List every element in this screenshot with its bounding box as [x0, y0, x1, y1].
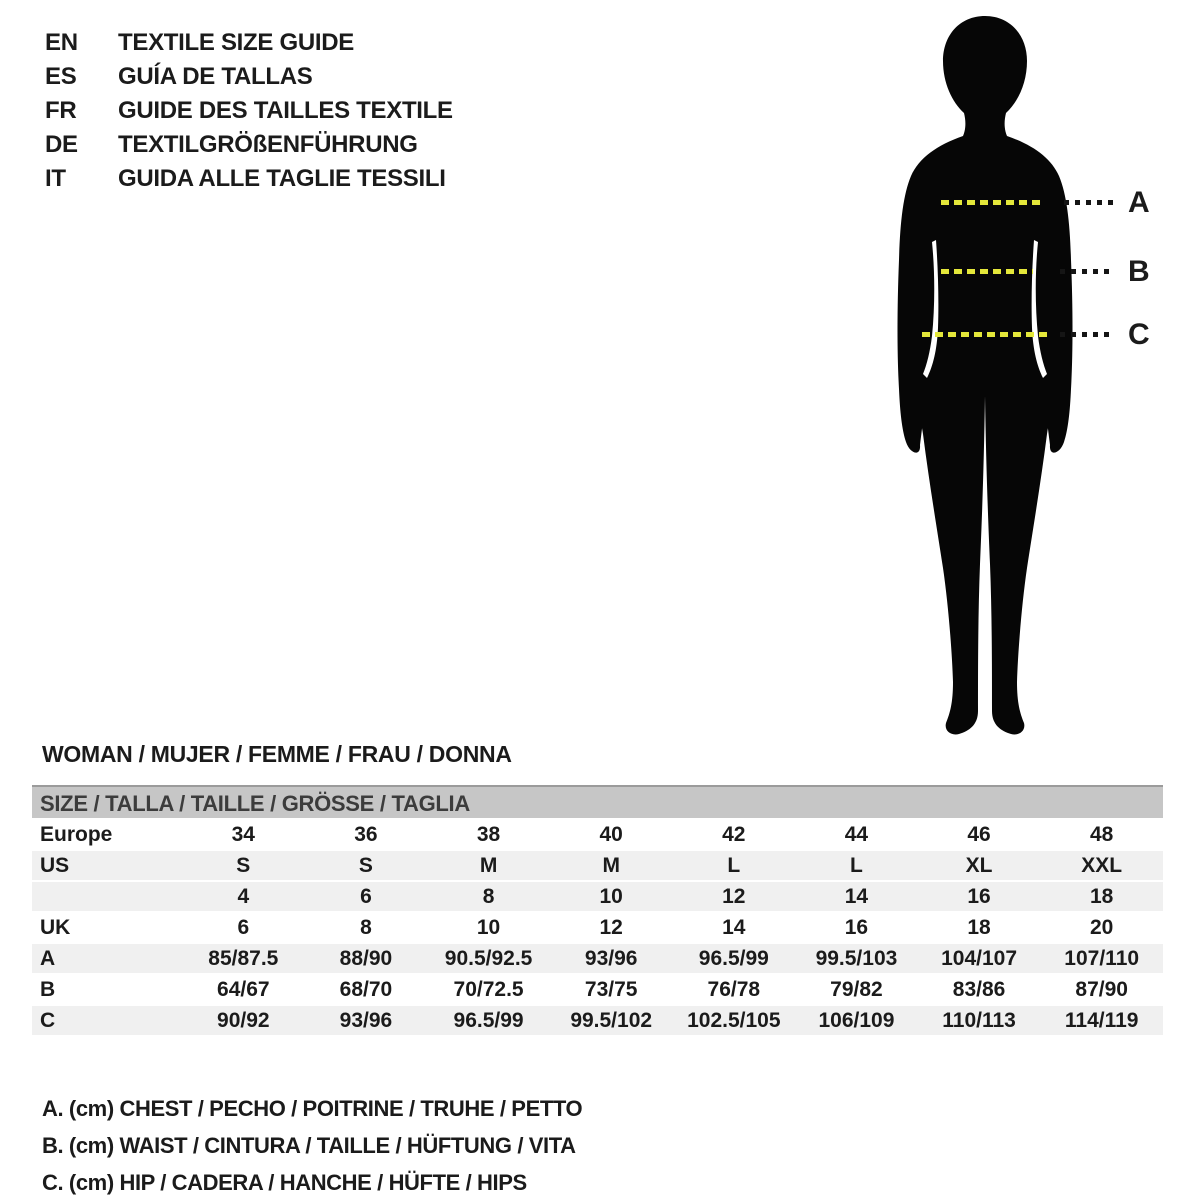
size-table: [32, 785, 1163, 1037]
table-cell: 14: [722, 916, 746, 939]
language-title: GUÍA DE TALLAS: [118, 63, 313, 90]
hip-measure-dash-line: [922, 332, 1048, 337]
section-title-woman: WOMAN / MUJER / FEMME / FRAU / DONNA: [42, 741, 512, 767]
table-row: [32, 882, 1163, 911]
table-cell: 18: [1090, 885, 1114, 908]
table-cell: XXL: [1081, 854, 1123, 877]
table-cell: 6: [360, 885, 372, 908]
table-cell: 79/82: [830, 978, 883, 1001]
measurement-legend: [42, 1090, 582, 1201]
table-cell: 46: [967, 823, 991, 846]
table-cell: L: [727, 854, 741, 877]
woman-silhouette-icon: [880, 12, 1120, 742]
table-cell: 34: [231, 823, 255, 846]
row-label: [32, 882, 182, 911]
language-code: IT: [45, 165, 66, 192]
table-row: [32, 913, 1163, 942]
woman-figure: [880, 12, 1120, 742]
table-cell: 14: [844, 885, 869, 908]
table-cell: 8: [482, 885, 495, 908]
table-cell: 6: [237, 916, 250, 939]
table-cell: 114/119: [1064, 1009, 1139, 1032]
table-cell: 93/96: [339, 1009, 393, 1032]
table-cell: M: [602, 854, 620, 877]
table-cell: 18: [967, 916, 991, 939]
row-label: US: [40, 854, 70, 877]
table-cell: 42: [722, 823, 746, 846]
table-cell: M: [479, 854, 498, 877]
row-label: Europe: [40, 823, 113, 846]
table-cell: 10: [476, 916, 501, 939]
table-row: [32, 975, 1163, 1004]
table-cell: 76/78: [707, 978, 761, 1001]
table-cell: 38: [476, 823, 501, 846]
table-cell: 64/67: [217, 978, 270, 1001]
legend-item: A. (cm) CHEST / PECHO / POITRINE / TRUHE / PETTO: [42, 1096, 583, 1121]
row-label: B: [40, 978, 56, 1001]
table-cell: 102.5/105: [687, 1009, 781, 1032]
language-title-row: [45, 60, 453, 94]
table-cell: 16: [967, 885, 991, 908]
table-cell: 70/72.5: [453, 978, 524, 1001]
language-title: GUIDA ALLE TAGLIE TESSILI: [118, 165, 446, 192]
table-cell: 36: [354, 823, 378, 846]
table-cell: 10: [599, 885, 623, 908]
table-cell: 99.5/103: [815, 947, 898, 970]
size-table-header: SIZE / TALLA / TAILLE / GRÖSSE / TAGLIA: [32, 785, 1163, 818]
table-row: [32, 820, 1163, 849]
table-cell: 8: [360, 916, 372, 939]
marker-label-a: A: [1128, 186, 1150, 219]
table-row: [32, 1006, 1163, 1035]
language-title: TEXTILE SIZE GUIDE: [118, 29, 354, 56]
row-label: A: [40, 947, 56, 970]
table-cell: 12: [599, 916, 623, 939]
language-code: EN: [45, 29, 78, 56]
table-cell: 90/92: [217, 1009, 270, 1032]
table-cell: 110/113: [942, 1009, 1016, 1032]
chest-leader-dot-line: [1064, 200, 1114, 205]
table-cell: 68/70: [339, 978, 393, 1001]
table-cell: 93/96: [584, 947, 638, 970]
table-cell: 83/86: [952, 978, 1006, 1001]
table-cell: 96.5/99: [698, 947, 769, 970]
table-cell: 87/90: [1075, 978, 1128, 1001]
language-code: ES: [45, 63, 77, 90]
language-title-row: [45, 162, 453, 196]
language-title-row: [45, 128, 453, 162]
table-cell: 16: [844, 916, 869, 939]
waist-measure-dash-line: [941, 269, 1033, 274]
marker-label-b: B: [1128, 255, 1150, 288]
table-cell: 99.5/102: [570, 1009, 653, 1032]
table-cell: 48: [1090, 823, 1114, 846]
language-code: DE: [45, 131, 78, 158]
table-cell: 96.5/99: [453, 1009, 524, 1032]
table-cell: 20: [1090, 916, 1114, 939]
marker-label-c: C: [1128, 318, 1150, 351]
legend-item: B. (cm) WAIST / CINTURA / TAILLE / HÜFTUNG / VITA: [42, 1133, 576, 1158]
table-cell: 90.5/92.5: [444, 947, 533, 970]
table-cell: L: [850, 854, 863, 877]
row-label: UK: [40, 916, 71, 939]
table-cell: 104/107: [941, 947, 1018, 970]
table-cell: XL: [965, 854, 993, 877]
language-title-list: [45, 26, 453, 196]
language-title: GUIDE DES TAILLES TEXTILE: [118, 97, 453, 124]
table-cell: 107/110: [1064, 947, 1140, 970]
row-label: C: [40, 1009, 56, 1032]
chest-measure-dash-line: [941, 200, 1041, 205]
size-table-body: [32, 820, 1163, 1035]
table-cell: 12: [722, 885, 746, 908]
table-cell: 88/90: [339, 947, 393, 970]
language-title-row: [45, 94, 453, 128]
legend-item: C. (cm) HIP / CADERA / HANCHE / HÜFTE / HIPS: [42, 1170, 527, 1195]
table-cell: 44: [844, 823, 869, 846]
table-cell: 85/87.5: [208, 947, 279, 970]
table-cell: 106/109: [818, 1009, 895, 1032]
table-cell: 73/75: [584, 978, 638, 1001]
hip-leader-dot-line: [1060, 332, 1114, 337]
language-code: FR: [45, 97, 77, 124]
language-title-row: [45, 26, 453, 60]
table-cell: S: [358, 854, 373, 877]
waist-leader-dot-line: [1060, 269, 1114, 274]
table-row: [32, 944, 1163, 973]
table-cell: S: [236, 854, 251, 877]
table-row: [32, 851, 1163, 880]
table-cell: 4: [237, 885, 250, 908]
table-cell: 40: [599, 823, 623, 846]
language-title: TEXTILGRÖßENFÜHRUNG: [118, 131, 418, 158]
